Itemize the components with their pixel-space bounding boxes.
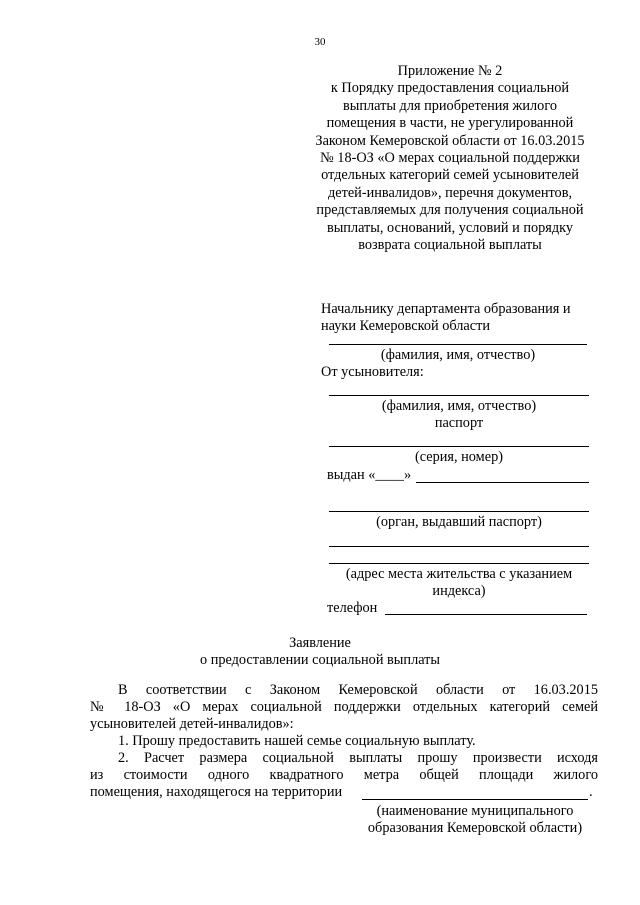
passport-label: паспорт [434, 415, 484, 431]
appendix-block [300, 63, 600, 254]
appendix-line: Законом Кемеровской области от 16.03.2015 [315, 132, 585, 149]
paragraph-3-line-1: 2. Расчет размера социальной выплаты прошу произвести исходя [118, 750, 598, 766]
address-caption-2: индекса) [432, 583, 486, 599]
paragraph-2: 1. Прошу предоставить нашей семье социальную выплату. [118, 733, 476, 749]
statement-subtitle: о предоставлении социальной выплаты [199, 652, 441, 668]
appendix-line: представляемых для получения социальной [316, 202, 584, 219]
fio-caption: (фамилия, имя, отчество) [380, 347, 536, 363]
appendix-line: помещения в части, не урегулированной [326, 115, 574, 132]
municipal-caption-1: (наименование муниципального [376, 803, 574, 819]
applicant-fio-caption: (фамилия, имя, отчество) [381, 398, 537, 414]
paragraph-3-line-2: из стоимости одного квадратного метра общей площади жилого [90, 767, 598, 783]
municipal-caption-2: образования Кемеровской области) [367, 820, 583, 836]
appendix-line: выплаты, оснований, условий и порядку [326, 219, 574, 236]
addressee-line-2: науки Кемеровской области [321, 318, 491, 334]
paragraph-3-period: . [589, 784, 593, 800]
applicant-fio-underline[interactable] [329, 395, 589, 396]
from-label: От усыновителя: [321, 364, 424, 380]
issuer-underline[interactable] [329, 511, 589, 512]
phone-underline[interactable] [385, 614, 587, 615]
series-caption: (серия, номер) [415, 449, 503, 465]
page-number: 30 [314, 36, 326, 48]
passport-underline[interactable] [329, 446, 589, 447]
appendix-line: к Порядку предоставления социальной [330, 80, 570, 97]
paragraph-1-line-1: В соответствии с Законом Кемеровской области от 16.03.2015 [118, 682, 598, 698]
appendix-line: возврата социальной выплаты [358, 237, 542, 254]
appendix-line: отдельных категорий семей усыновителей [321, 167, 579, 184]
paragraph-1-line-2: № 18-ОЗ «О мерах социальной поддержки отдельных категорий семей [90, 699, 598, 715]
appendix-line: Приложение № 2 [397, 63, 503, 79]
paragraph-3-line-3: помещения, находящегося на территории [90, 784, 343, 800]
appendix-line: № 18-ОЗ «О мерах социальной поддержки [320, 150, 580, 167]
paragraph-1-line-3: усыновителей детей-инвалидов»: [90, 716, 294, 732]
issued-date-underline[interactable] [416, 482, 589, 483]
issued-label: выдан «____» [327, 467, 412, 483]
phone-label: телефон [327, 600, 378, 616]
statement-title: Заявление [289, 635, 351, 651]
address-caption-1: (адрес места жительства с указанием [345, 566, 573, 582]
address-underline-1[interactable] [329, 546, 589, 547]
fio-underline[interactable] [329, 344, 587, 345]
appendix-line: детей-инвалидов», перечня документов, [327, 184, 573, 201]
addressee-line-1: Начальнику департамента образования и [321, 301, 571, 317]
municipality-underline[interactable] [362, 799, 588, 800]
address-underline-2[interactable] [329, 563, 589, 564]
issuer-caption: (орган, выдавший паспорт) [376, 514, 542, 530]
appendix-line: выплаты для приобретения жилого [343, 97, 557, 114]
